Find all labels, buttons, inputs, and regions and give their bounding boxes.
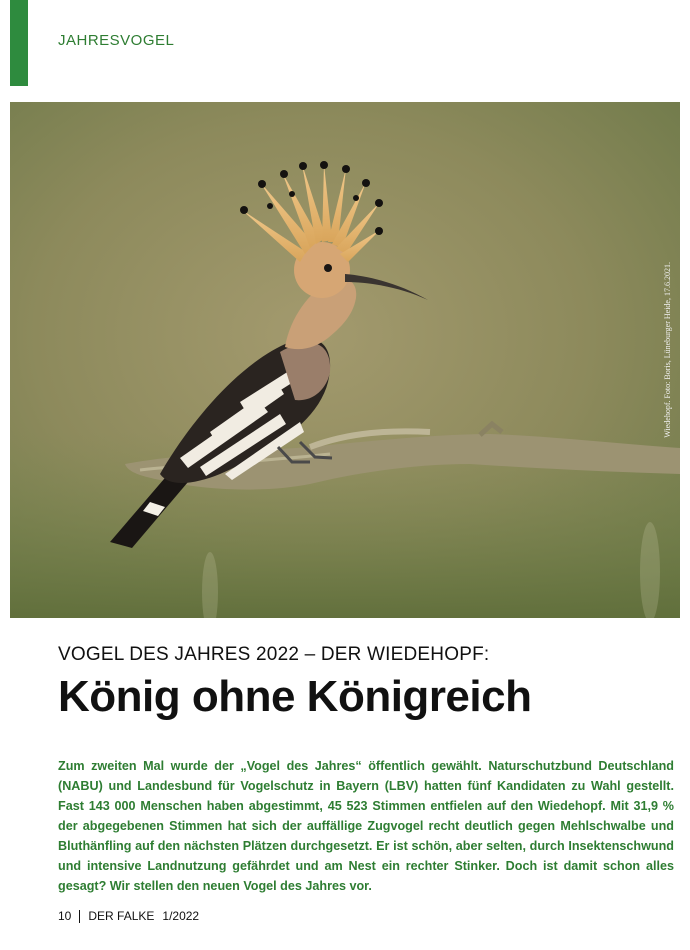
page-number: 10 <box>58 909 72 923</box>
footer-separator <box>79 910 80 923</box>
section-color-bar <box>10 0 28 86</box>
page-footer <box>58 909 199 923</box>
article-kicker: VOGEL DES JAHRES 2022 – DER WIEDEHOPF: <box>58 644 490 665</box>
hoopoe-photo <box>10 102 680 618</box>
section-label: JAHRESVOGEL <box>58 32 175 49</box>
hoopoe-illustration <box>10 102 680 618</box>
photo-credit: Wiedehopf. Foto: Boris, Lüneburger Heide, 17.6.2021. <box>663 262 672 438</box>
article-lead: Zum zweiten Mal wurde der „Vogel des Jahres“ öffentlich gewählt. Naturschutzbund Deutschland (NABU) und Landesbund für Vogelschutz in Bayern (LBV) hatten fünf Kandidaten zu Wahl gestellt. Fast 143 000 Menschen haben abgestimmt, 45 523 Stimmen entfielen auf den Wiedehopf. Mit 31,9 % der abgegebenen Stimmen hat sich der auffällige Zugvogel recht deutlich gegen Mehlschwalbe und Bluthänfling auf den nächsten Plätzen durchgesetzt. Er ist schön, aber selten, durch Insektenschwund und intensive Landnutzung gefährdet und am Nest ein rechter Stinker. Doch ist damit schon alles gesagt? Wir stellen den neuen Vogel des Jahres vor. <box>58 759 674 893</box>
issue-number: 1/2022 <box>162 909 200 923</box>
magazine-name: DER FALKE <box>88 909 155 923</box>
article-headline: König ohne Königreich <box>58 672 532 721</box>
